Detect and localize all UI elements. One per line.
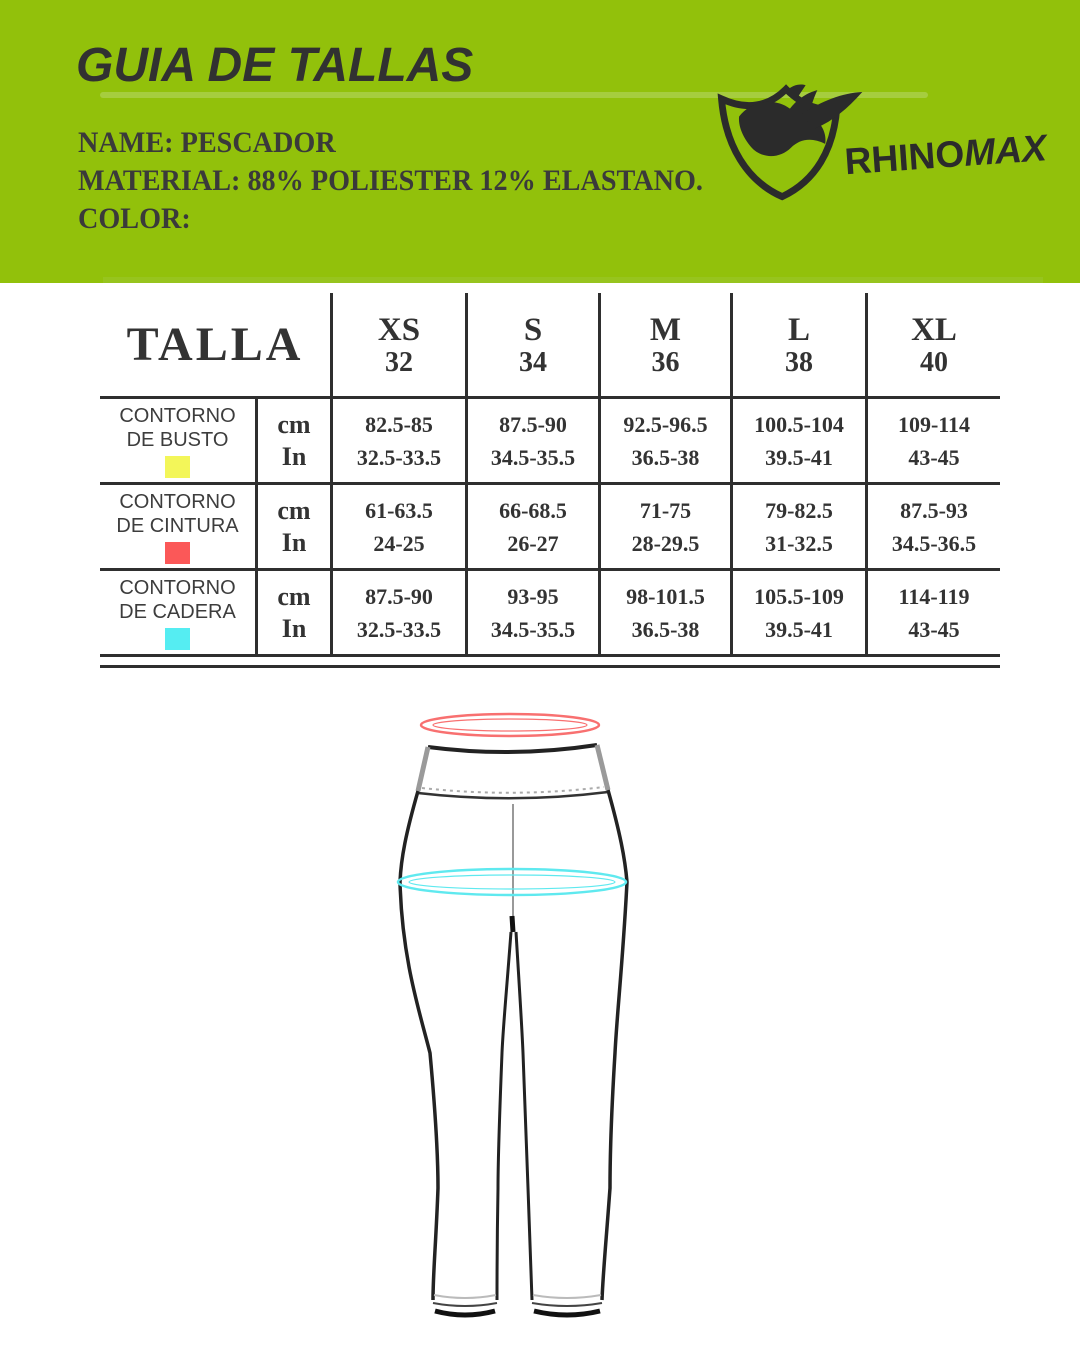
- bust-xl-cell: 109-114 43-45: [865, 399, 1000, 482]
- waist-measure-ellipse: [421, 714, 599, 736]
- hip-xl-cell: 114-119 43-45: [865, 571, 1000, 654]
- waist-l-cell: 79-82.5 31-32.5: [730, 485, 865, 568]
- capri-leggings-drawing: [390, 698, 638, 1330]
- waist-s-cell: 66-68.5 26-27: [465, 485, 598, 568]
- size-column-header-xl: XL 40: [865, 293, 1000, 396]
- right-hem-bottom: [534, 1311, 600, 1315]
- waistband-left-edge: [418, 747, 428, 791]
- hip-l-cell: 105.5-109 39.5-41: [730, 571, 865, 654]
- left-inner-seam: [497, 932, 511, 1300]
- size-column-header-m: M 36: [598, 293, 730, 396]
- waist-xl-cell: 87.5-93 34.5-36.5: [865, 485, 1000, 568]
- unit-cell: cm In: [255, 571, 330, 654]
- page-title: GUIA DE TALLAS: [76, 39, 474, 92]
- bust-color-swatch: [165, 456, 190, 478]
- left-hem-line: [433, 1303, 497, 1306]
- waist-m-cell: 71-75 28-29.5: [598, 485, 730, 568]
- waistband-top-edge: [428, 745, 597, 752]
- left-hem-line: [434, 1295, 496, 1298]
- waistband-right-edge: [597, 745, 608, 790]
- rhino-shield-icon: [700, 72, 1052, 204]
- row-label-bust: CONTORNO DE BUSTO: [100, 399, 255, 482]
- crotch-mark: [512, 916, 513, 932]
- size-column-header-l: L 38: [730, 293, 865, 396]
- measurement-row-waist: [100, 485, 1000, 571]
- corner-label-talla: TALLA: [126, 318, 304, 371]
- hip-s-cell: 93-95 34.5-35.5: [465, 571, 598, 654]
- table-header-row: [100, 293, 1000, 399]
- brand-wordmark: RHINOMAX: [843, 126, 1048, 183]
- left-hem-bottom: [435, 1311, 495, 1315]
- right-outer-seam: [602, 790, 627, 1300]
- header-band-edge: [103, 277, 1043, 283]
- hip-color-swatch: [165, 628, 190, 650]
- product-name-line: NAME: PESCADOR: [78, 126, 336, 159]
- left-outer-seam: [400, 791, 438, 1300]
- header-band: [0, 0, 1080, 283]
- brand-logo: [700, 72, 1052, 204]
- waist-color-swatch: [165, 542, 190, 564]
- right-hem-line: [533, 1295, 601, 1298]
- row-label-waist: CONTORNO DE CINTURA: [100, 485, 255, 568]
- waist-measure-ellipse-inner: [433, 719, 587, 731]
- measurement-row-hip: [100, 571, 1000, 657]
- product-color-line: COLOR:: [78, 202, 191, 235]
- table-bottom-rule: [100, 665, 1000, 668]
- measurement-row-bust: [100, 399, 1000, 485]
- product-material-line: MATERIAL: 88% POLIESTER 12% ELASTANO.: [78, 164, 703, 197]
- hip-m-cell: 98-101.5 36.5-38: [598, 571, 730, 654]
- waist-xs-cell: 61-63.5 24-25: [330, 485, 465, 568]
- size-column-header-xs: XS 32: [330, 293, 465, 396]
- bust-m-cell: 92.5-96.5 36.5-38: [598, 399, 730, 482]
- size-table: [100, 293, 1000, 668]
- pants-diagram: [390, 698, 638, 1330]
- unit-cell: cm In: [255, 485, 330, 568]
- waistband-stitch-line: [422, 787, 604, 793]
- bust-l-cell: 100.5-104 39.5-41: [730, 399, 865, 482]
- product-info: [78, 124, 703, 238]
- bust-xs-cell: 82.5-85 32.5-33.5: [330, 399, 465, 482]
- bust-s-cell: 87.5-90 34.5-35.5: [465, 399, 598, 482]
- unit-cell: cm In: [255, 399, 330, 482]
- right-hem-line: [532, 1303, 602, 1306]
- row-label-hip: CONTORNO DE CADERA: [100, 571, 255, 654]
- hip-xs-cell: 87.5-90 32.5-33.5: [330, 571, 465, 654]
- size-column-header-s: S 34: [465, 293, 598, 396]
- right-inner-seam: [516, 932, 532, 1300]
